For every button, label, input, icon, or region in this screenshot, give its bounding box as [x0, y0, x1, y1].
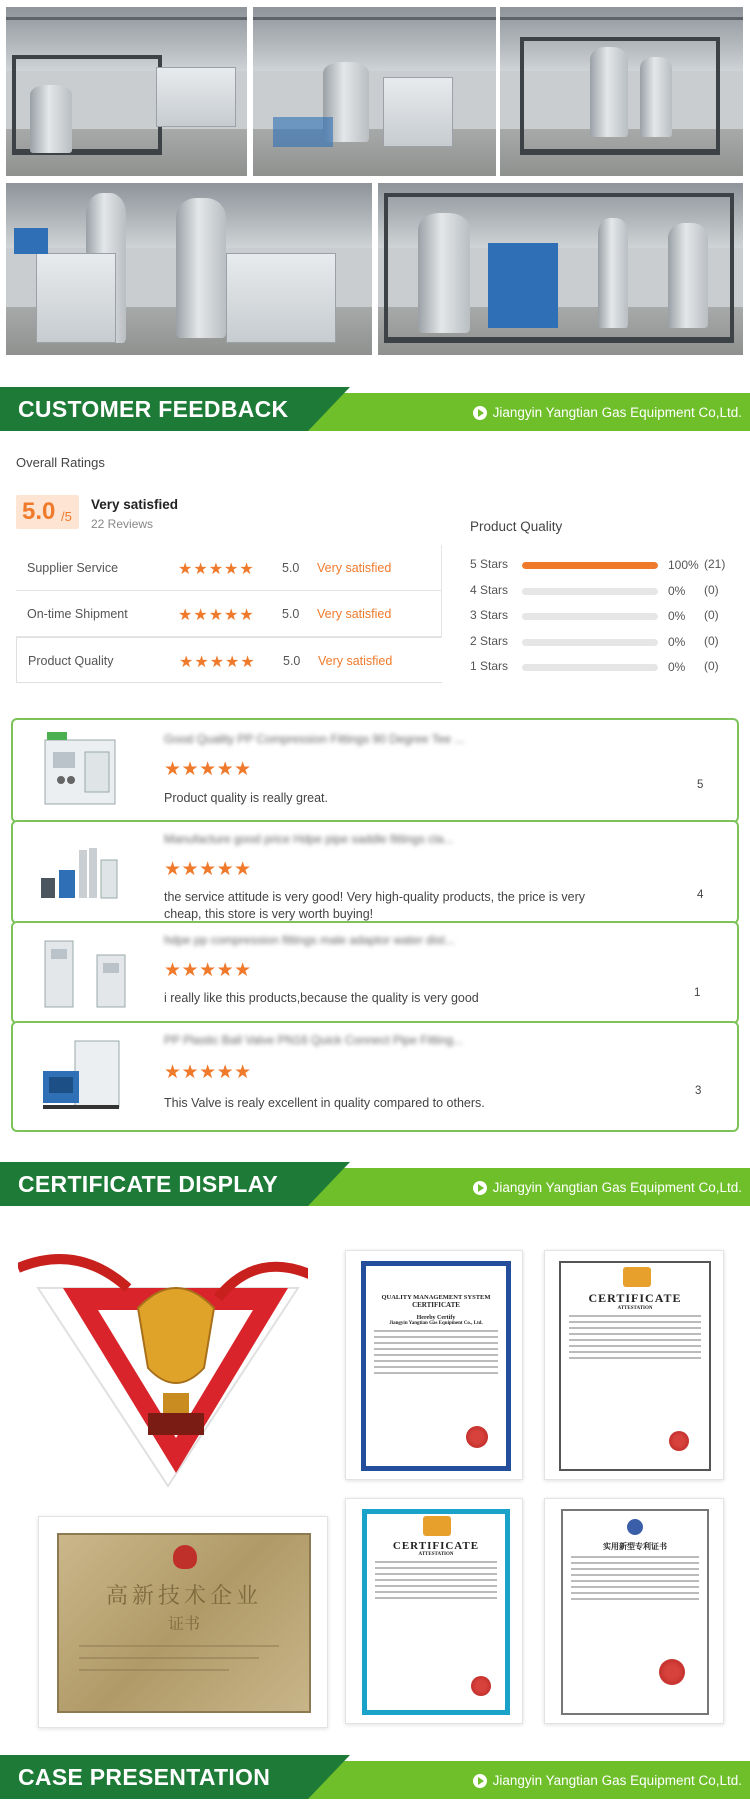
review-card[interactable] — [11, 718, 739, 823]
high-tech-certificate-card[interactable] — [38, 1516, 328, 1728]
distribution-label: 5 Stars — [470, 557, 509, 571]
company-link[interactable] — [473, 405, 742, 420]
certificate-badge-icon — [623, 1267, 651, 1287]
distribution-row — [470, 581, 740, 607]
certificate-display-banner — [0, 1162, 750, 1206]
product-thumbnail — [41, 933, 121, 1013]
qms-certificate — [361, 1261, 511, 1471]
factory-photo-1 — [6, 7, 247, 176]
factory-photo-3 — [500, 7, 743, 176]
patent-certificate — [561, 1509, 709, 1715]
distribution-bar — [522, 613, 658, 620]
criteria-label: Product Quality — [28, 654, 114, 668]
distribution-bar — [522, 639, 658, 646]
review-product-title[interactable]: PP Plastic Ball Valve PN16 Quick Connect Pipe Fitting... — [164, 1033, 464, 1047]
distribution-row — [470, 555, 740, 581]
review-stars: ★★★★★ — [164, 960, 252, 981]
review-number: 5 — [697, 779, 704, 791]
criteria-list — [16, 545, 442, 683]
review-product-title[interactable]: hdpe pp compression fittings male adaptor water dist... — [164, 933, 455, 947]
rating-distribution — [470, 555, 740, 683]
criteria-row — [16, 591, 442, 637]
review-text: the service attitude is very good! Very high-quality products, the price is very cheap, this store is very worth buying! — [164, 890, 586, 921]
ce-certificate — [362, 1509, 510, 1715]
factory-photo-2 — [253, 7, 496, 176]
distribution-label: 1 Stars — [470, 659, 509, 673]
satisfaction-summary: Very satisfied — [91, 497, 179, 512]
star-rating: ★★★★★ — [178, 561, 255, 578]
review-number: 3 — [695, 1085, 702, 1097]
certificate-title: CERTIFICATE — [588, 1291, 682, 1305]
criteria-value: 5.0 — [283, 654, 301, 668]
distribution-count: (0) — [704, 633, 719, 648]
company-link[interactable] — [473, 1773, 742, 1788]
seal-icon — [659, 1659, 685, 1685]
review-product-title[interactable]: Good Quality PP Compression Fittings 90 Degree Tee ... — [164, 732, 465, 746]
case-presentation-banner — [0, 1755, 750, 1799]
ratings-heading: Overall Ratings — [16, 455, 105, 470]
criteria-row-selected[interactable] — [16, 637, 442, 683]
review-number: 4 — [697, 889, 704, 901]
review-card[interactable] — [11, 820, 739, 924]
certificate-subtitle: ATTESTATION — [418, 1552, 454, 1557]
trophy-image — [18, 1248, 308, 1488]
flame-logo-icon — [173, 1545, 197, 1569]
distribution-count: (0) — [704, 608, 719, 622]
product-quality-title: Product Quality — [470, 519, 563, 534]
score-out-of: /5 — [61, 509, 72, 524]
factory-photo-5 — [378, 183, 743, 355]
distribution-percent: 0% — [668, 634, 686, 649]
score-value: 5.0 — [22, 498, 56, 525]
distribution-row — [470, 657, 740, 683]
review-product-title[interactable]: Manufacture good price Hdpe pipe saddle fittings cla... — [164, 832, 454, 846]
review-stars: ★★★★★ — [164, 859, 252, 880]
distribution-bar — [522, 588, 658, 595]
distribution-percent: 100% — [668, 558, 699, 572]
review-stars: ★★★★★ — [164, 1062, 252, 1083]
company-name: Jiangyin Yangtian Gas Equipment Co,Ltd. — [492, 405, 742, 420]
patent-logo-icon — [627, 1519, 643, 1535]
score-badge — [16, 495, 79, 529]
certificate-subtitle: CERTIFICATE — [412, 1301, 460, 1309]
distribution-bar-fill — [522, 562, 658, 569]
distribution-label: 4 Stars — [470, 582, 509, 597]
certificate-badge-icon — [423, 1516, 451, 1536]
play-icon — [473, 1774, 487, 1788]
distribution-percent: 0% — [668, 609, 686, 623]
reviews-count: 22 Reviews — [91, 517, 154, 531]
distribution-percent: 0% — [668, 583, 686, 598]
qms-certificate-card[interactable] — [345, 1250, 523, 1480]
certificate-subtitle: ATTESTATION — [617, 1306, 653, 1311]
distribution-label: 2 Stars — [470, 633, 509, 648]
review-list — [11, 718, 739, 1129]
certificate-title: QUALITY MANAGEMENT SYSTEM — [381, 1294, 491, 1301]
criteria-label: On-time Shipment — [27, 607, 128, 621]
distribution-percent: 0% — [668, 660, 686, 674]
criteria-text: Very satisfied — [317, 607, 392, 621]
section-title: CERTIFICATE DISPLAY — [18, 1171, 279, 1197]
review-stars: ★★★★★ — [164, 759, 252, 780]
distribution-row — [470, 606, 740, 632]
star-rating: ★★★★★ — [178, 607, 255, 624]
certificate-title: 高新技术企业 — [105, 1584, 262, 1609]
distribution-bar — [522, 664, 658, 671]
section-title: CUSTOMER FEEDBACK — [18, 396, 289, 422]
distribution-count: (0) — [704, 582, 719, 597]
criteria-label: Supplier Service — [27, 561, 119, 575]
review-text: Product quality is really great. — [164, 791, 328, 805]
criteria-text: Very satisfied — [317, 561, 392, 575]
certificate-subtitle: 证书 — [167, 1614, 200, 1633]
criteria-text: Very satisfied — [318, 654, 393, 668]
ce-certificate — [559, 1261, 711, 1471]
company-name: Jiangyin Yangtian Gas Equipment Co,Ltd. — [492, 1773, 742, 1788]
certificate-title: CERTIFICATE — [392, 1540, 480, 1552]
seal-icon — [466, 1426, 488, 1448]
ce-certificate-card-2[interactable] — [345, 1498, 523, 1724]
criteria-row — [16, 545, 442, 591]
criteria-value: 5.0 — [282, 607, 300, 621]
review-text: i really like this products,because the quality is very good — [164, 991, 479, 1005]
distribution-count: (21) — [704, 557, 726, 571]
customer-feedback-banner — [0, 387, 750, 431]
product-thumbnail — [41, 830, 121, 910]
seal-icon — [669, 1431, 689, 1451]
play-icon — [473, 406, 487, 420]
play-icon — [473, 1181, 487, 1195]
ce-certificate-card-1[interactable] — [544, 1250, 724, 1480]
distribution-count: (0) — [704, 659, 719, 673]
patent-certificate-card[interactable] — [544, 1498, 724, 1724]
certificate-company: Jiangyin Yangtian Gas Equipment Co., Ltd. — [389, 1321, 483, 1326]
distribution-label: 3 Stars — [470, 608, 509, 622]
product-thumbnail — [41, 1037, 121, 1117]
distribution-bar — [522, 562, 658, 569]
review-card[interactable] — [11, 921, 739, 1024]
divider — [441, 545, 442, 637]
company-link[interactable] — [473, 1180, 742, 1195]
certificate-certify: Hereby Certify — [416, 1315, 456, 1321]
star-rating: ★★★★★ — [179, 654, 256, 671]
criteria-value: 5.0 — [282, 561, 300, 575]
product-thumbnail — [41, 730, 121, 810]
review-text: This Valve is realy excellent in quality compared to others. — [164, 1096, 485, 1110]
distribution-row — [470, 632, 740, 658]
factory-photo-4 — [6, 183, 372, 355]
high-tech-certificate — [57, 1533, 311, 1713]
company-name: Jiangyin Yangtian Gas Equipment Co,Ltd. — [492, 1180, 742, 1195]
review-card[interactable] — [11, 1021, 739, 1132]
section-title: CASE PRESENTATION — [18, 1764, 271, 1790]
certificate-title: 实用新型专利证书 — [603, 1542, 667, 1551]
review-number: 1 — [694, 987, 701, 999]
seal-icon — [471, 1676, 491, 1696]
